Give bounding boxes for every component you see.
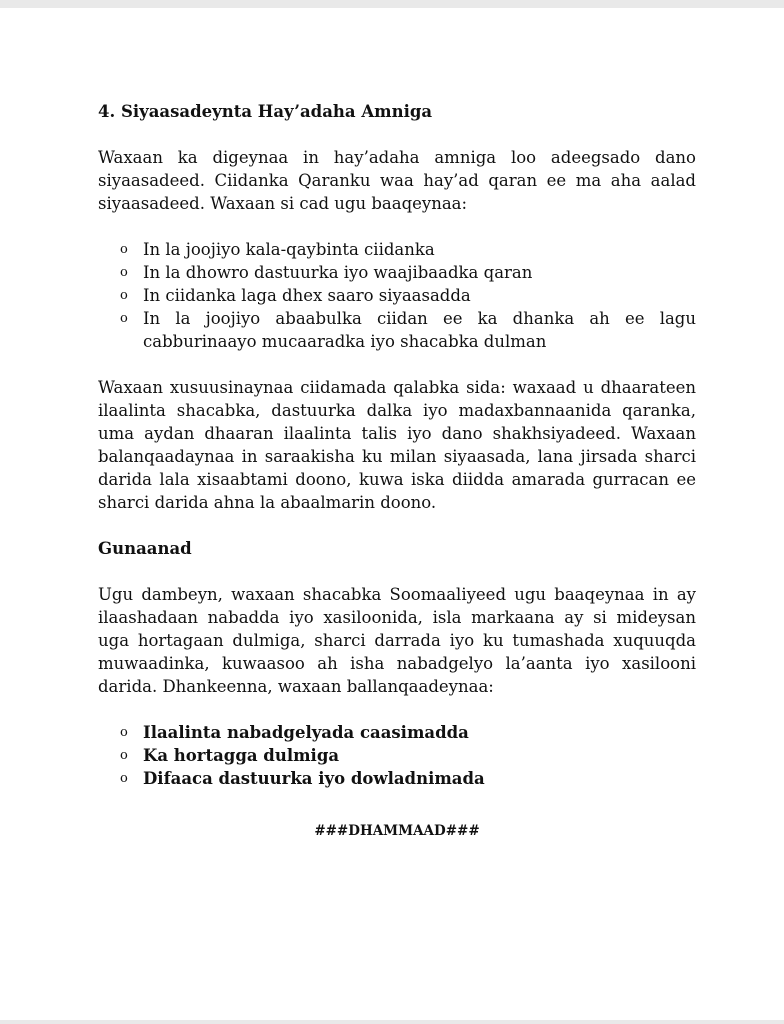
list-item: o Ilaalinta nabadgelyada caasimadda (120, 723, 469, 742)
list-item: o Difaaca dastuurka iyo dowladnimada (120, 769, 485, 788)
conclusion-heading: Gunaanad (98, 539, 192, 558)
bullet-marker-icon: o (120, 748, 128, 763)
security-demands-list (98, 238, 696, 353)
section-heading: 4. Siyaasadeynta Hay’adaha Amniga (98, 102, 433, 121)
list-item: o Ka hortagga dulmiga (120, 746, 340, 765)
commitments-list (98, 721, 696, 790)
list-item: o In la joojiyo abaabulka ciidan ee ka dhanka ah ee lagu cabburinaayo mucaaradka iyo shacabka dulman (120, 309, 696, 351)
bullet-marker-icon: o (120, 242, 128, 257)
end-marker: ###DHAMMAAD### (314, 823, 480, 839)
list-item: o In la dhowro dastuurka iyo waajibaadka qaran (120, 263, 533, 282)
bullet-marker-icon: o (120, 288, 128, 303)
closing-paragraph: Waxaan xusuusinaynaa ciidamada qalabka sida: waxaad u dhaarateen ilaalinta shacabka, dastuurka dalka iyo madaxbannaanida qaranka, uma aydan dhaaran ilaalinta talis iyo dano shakhsiyadeed. Waxaan balanqaadaynaa in saraakisha ku milan siyaasada, lana jirsada sharci darida lala xisaabtami doono, kuwa iska diidda amarada gurracan ee sharci darida ahna la abaalmarin doono. (98, 378, 696, 512)
list-item: o In ciidanka laga dhex saaro siyaasadda (120, 286, 471, 305)
conclusion-paragraph: Ugu dambeyn, waxaan shacabka Soomaaliyeed ugu baaqeynaa in ay ilaashadaan nabadda iyo xasiloonida, isla markaana ay si mideysan uga hortagaan dulmiga, sharci darrada iyo ku tumashada xuquuqda muwaadinka, kuwaasoo ah isha nabadgelyo la’aanta iyo xasilooni darida. Dhankeenna, waxaan ballanqaadeynaa: (98, 585, 696, 696)
bullet-marker-icon: o (120, 311, 128, 326)
list-item: o In la joojiyo kala-qaybinta ciidanka (120, 240, 435, 259)
bullet-marker-icon: o (120, 725, 128, 740)
document-page (0, 8, 784, 1020)
intro-paragraph: Waxaan ka digeynaa in hay’adaha amniga loo adeegsado dano siyaasadeed. Ciidanka Qaranku waa hay’ad qaran ee ma aha aalad siyaasadeed. Waxaan si cad ugu baaqeynaa: (98, 148, 696, 213)
bullet-marker-icon: o (120, 771, 128, 786)
bullet-marker-icon: o (120, 265, 128, 280)
